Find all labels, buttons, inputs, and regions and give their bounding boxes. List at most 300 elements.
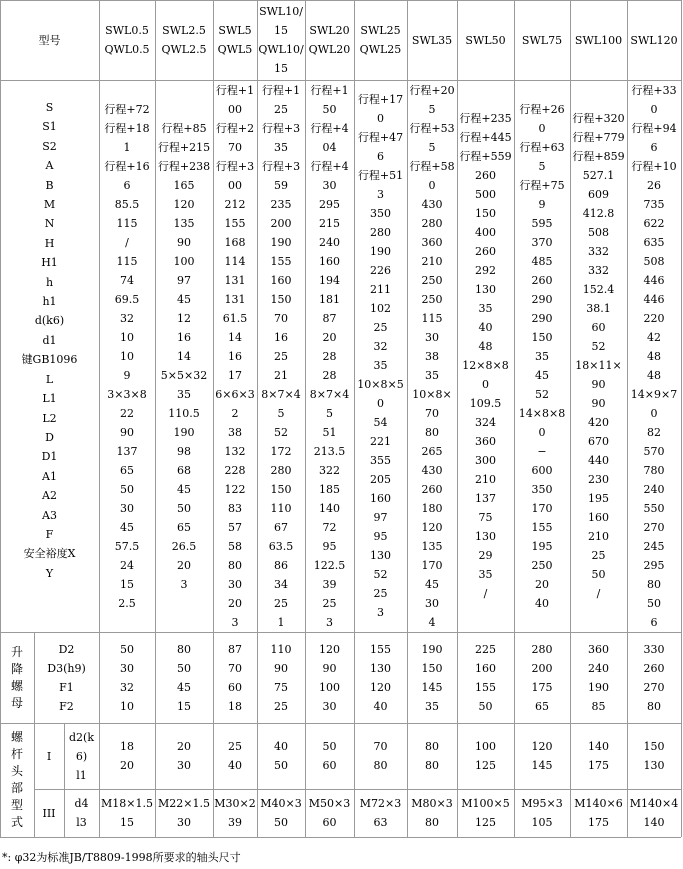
param-value: 324 <box>475 416 496 429</box>
param-value: 226 <box>370 264 391 277</box>
param-value: 63.5 <box>268 539 294 553</box>
param-value: 115 <box>116 216 138 230</box>
nut-value: 225 <box>475 642 496 656</box>
param-value: 250 <box>421 292 443 306</box>
head-value: 50 <box>274 759 288 772</box>
param-value: 35 <box>478 302 493 315</box>
param-value: 200 <box>270 216 292 230</box>
head-type-label: III <box>42 806 56 820</box>
param-value: 72 <box>322 520 337 534</box>
nut-value: 10 <box>120 699 134 713</box>
nut-column <box>514 632 570 723</box>
param-value: 280 <box>370 226 391 239</box>
param-value: 131 <box>224 292 246 306</box>
model-header <box>627 0 681 80</box>
model-name: SWL5 <box>218 24 252 37</box>
nut-value: 280 <box>531 642 553 656</box>
param-value: 39 <box>322 577 337 591</box>
nut-value: 32 <box>120 680 134 694</box>
nut-column <box>257 632 305 723</box>
param-value: 152.4 <box>582 283 615 296</box>
head-type1-column <box>305 723 354 789</box>
param-value: 行程+215 <box>157 140 211 154</box>
param-label: H <box>44 236 55 250</box>
param-value: 45 <box>177 482 191 496</box>
param-label: M <box>43 198 56 212</box>
param-value: 160 <box>270 273 292 287</box>
nut-group-label <box>0 632 34 723</box>
param-label: h1 <box>42 295 57 309</box>
param-value: 86 <box>274 558 288 572</box>
param-value: 322 <box>319 463 340 477</box>
param-value: 600 <box>531 463 553 477</box>
param-value: / <box>125 235 129 249</box>
param-value: 行程+513 <box>357 169 404 201</box>
param-label: 键GB1096 <box>21 353 78 367</box>
param-value: 190 <box>370 245 391 258</box>
param-value: 290 <box>531 292 553 306</box>
head-value: M50×3 <box>308 797 351 810</box>
nut-value: 155 <box>370 642 391 656</box>
param-value: 28 <box>322 368 337 382</box>
param-label: d(k6) <box>34 314 65 328</box>
param-value: 50 <box>177 501 191 515</box>
param-value: 195 <box>531 539 553 553</box>
param-value: 21 <box>274 368 288 382</box>
head-value: 175 <box>588 759 609 772</box>
param-value: 440 <box>588 454 609 467</box>
param-value: 行程+235 <box>459 112 512 125</box>
param-value: 446 <box>643 292 665 306</box>
head-type3-column <box>257 789 305 837</box>
head-value: 105 <box>531 816 553 829</box>
nut-group-char: 母 <box>10 695 23 710</box>
model-name: QWL10/15 <box>258 43 304 75</box>
param-value: 行程+72 <box>104 102 150 116</box>
param-value: 行程+635 <box>519 140 565 173</box>
head-value: 15 <box>120 816 134 829</box>
param-value: 25 <box>274 596 288 610</box>
nut-value: 60 <box>228 680 242 694</box>
param-value: 102 <box>370 302 391 315</box>
param-value: 行程+335 <box>261 121 301 154</box>
param-value: 260 <box>531 273 553 287</box>
head-value: 30 <box>177 759 191 772</box>
param-value: 527.1 <box>582 169 615 182</box>
head-type1-labels <box>64 723 99 789</box>
model-name: SWL75 <box>521 33 563 47</box>
param-value: 670 <box>588 435 609 448</box>
param-value: 160 <box>319 254 340 268</box>
param-value: 181 <box>319 292 340 306</box>
param-value: 30 <box>120 501 134 515</box>
param-value: 220 <box>643 311 665 325</box>
head-type1-column <box>407 723 457 789</box>
head-value: 60 <box>322 759 337 772</box>
nut-value: 175 <box>531 680 553 694</box>
param-value: 52 <box>535 387 549 401</box>
param-value: 42 <box>647 330 661 344</box>
head-type3-column <box>305 789 354 837</box>
param-value: 70 <box>274 311 288 325</box>
param-value: 40 <box>535 596 549 610</box>
param-value: 120 <box>421 520 443 534</box>
param-value: 150 <box>475 207 496 220</box>
model-name: SWL10/15 <box>259 5 303 37</box>
model-label-text: 型号 <box>38 33 61 47</box>
param-value: 4 <box>428 615 436 629</box>
param-value: 45 <box>535 368 549 382</box>
param-value: 165 <box>173 178 195 192</box>
head-value: 39 <box>228 816 242 829</box>
param-value: 20 <box>228 596 242 610</box>
param-value: / <box>483 587 488 600</box>
param-value: 52 <box>591 340 606 353</box>
param-value: 155 <box>224 216 246 230</box>
head-value: 80 <box>425 759 439 772</box>
model-header <box>155 0 213 80</box>
head-value: 150 <box>643 740 665 753</box>
model-header <box>305 0 354 80</box>
param-value: 行程+300 <box>215 159 255 192</box>
param-value: 168 <box>224 235 246 249</box>
param-value: 135 <box>421 539 443 553</box>
param-value: 38 <box>425 349 439 363</box>
param-label: Y <box>45 566 54 580</box>
head-group-char: 式 <box>10 815 23 829</box>
param-value: 行程+100 <box>215 83 255 116</box>
param-value: 61.5 <box>222 311 248 325</box>
nut-column <box>407 632 457 723</box>
param-value: 14 <box>228 330 242 344</box>
nut-value: 360 <box>588 642 609 656</box>
param-value: 350 <box>531 482 553 496</box>
model-header <box>354 0 407 80</box>
param-value: 98 <box>177 444 191 458</box>
param-value: 行程+238 <box>157 159 211 173</box>
param-value: 250 <box>421 273 443 287</box>
head-value: M30×2 <box>214 797 256 810</box>
head-type3-column <box>213 789 257 837</box>
param-value: 51 <box>322 425 337 439</box>
head-value: 80 <box>425 740 439 753</box>
param-value: 508 <box>643 254 665 268</box>
head-value: 50 <box>322 740 337 753</box>
param-value: 212 <box>224 197 246 211</box>
param-value: 行程+559 <box>459 150 512 163</box>
param-value: 295 <box>643 558 665 572</box>
param-value: 38 <box>228 425 242 439</box>
param-value: 137 <box>116 444 138 458</box>
param-value: 12 <box>177 311 191 325</box>
param-column <box>516 82 568 630</box>
head-value: 50 <box>274 816 288 829</box>
param-value: 45 <box>425 577 439 591</box>
head-value: M140×4 <box>629 797 679 810</box>
nut-group-char: 降 <box>10 661 23 676</box>
param-value: 609 <box>588 188 609 201</box>
head-type3-column <box>354 789 407 837</box>
param-value: 行程+759 <box>519 178 565 211</box>
param-value: 52 <box>274 425 288 439</box>
nut-value: 40 <box>373 699 388 713</box>
param-value: 12×8×80 <box>462 359 509 391</box>
param-value: 290 <box>531 311 553 325</box>
nut-value: 120 <box>370 680 391 694</box>
param-value: 131 <box>224 273 246 287</box>
param-value: 3×3×8 <box>107 387 147 401</box>
param-value: 155 <box>270 254 292 268</box>
nut-value: 80 <box>647 699 661 713</box>
head-value: M140×6 <box>574 797 623 810</box>
param-value: 170 <box>531 501 553 515</box>
nut-value: 70 <box>228 661 242 675</box>
param-value: 16 <box>177 330 191 344</box>
param-value: 行程+476 <box>357 131 404 163</box>
head-type1-column <box>354 723 407 789</box>
param-value: 3 <box>180 577 188 591</box>
param-value: 400 <box>475 226 496 239</box>
param-value: 32 <box>120 311 134 325</box>
param-label: D <box>45 430 54 444</box>
param-value: 265 <box>421 444 443 458</box>
head-type3-column <box>99 789 155 837</box>
param-value: 83 <box>228 501 242 515</box>
model-label <box>0 0 99 80</box>
param-value: 行程+320 <box>572 112 625 125</box>
param-value: 3 <box>377 606 384 619</box>
param-value: 10×8×70 <box>412 387 452 420</box>
param-value: 行程+260 <box>519 102 565 135</box>
head-type1-column <box>213 723 257 789</box>
head-group-char: 杆 <box>10 747 23 761</box>
model-name: QWL25 <box>359 43 402 56</box>
param-value: 332 <box>588 245 609 258</box>
param-value: 180 <box>421 501 443 515</box>
param-value: 100 <box>173 254 195 268</box>
param-value: 210 <box>475 473 496 486</box>
nut-value: 35 <box>425 699 439 713</box>
param-value: 80 <box>647 577 661 591</box>
param-value: 172 <box>270 444 292 458</box>
head-value: M72×3 <box>359 797 402 810</box>
param-label: d1 <box>42 333 57 347</box>
param-value: 35 <box>478 568 493 581</box>
nut-value: 90 <box>322 661 337 675</box>
param-value: 420 <box>588 416 609 429</box>
head-param-label: l3 <box>76 816 87 829</box>
param-value: 26.5 <box>171 539 197 553</box>
param-value: 行程+404 <box>310 121 349 154</box>
param-value: 412.8 <box>582 207 615 220</box>
nut-value: 130 <box>370 661 391 675</box>
nut-value: 15 <box>177 699 191 713</box>
param-value: 行程+166 <box>104 159 150 192</box>
nut-value: 65 <box>535 699 549 713</box>
nut-column <box>570 632 627 723</box>
param-value: 595 <box>531 216 553 230</box>
param-value: / <box>596 587 601 600</box>
param-value: 50 <box>591 568 606 581</box>
param-value: 260 <box>475 169 496 182</box>
param-value: 行程+580 <box>409 159 455 192</box>
head-type1-column <box>155 723 213 789</box>
param-value: 735 <box>643 197 665 211</box>
param-value: 25 <box>373 321 388 334</box>
nut-labels <box>34 632 99 723</box>
grid-line-horizontal <box>0 80 681 81</box>
param-value: 160 <box>588 511 609 524</box>
param-value: 75 <box>478 511 493 524</box>
param-value: 60 <box>591 321 606 334</box>
head-value: 25 <box>228 740 242 753</box>
param-value: 14 <box>177 349 191 363</box>
nut-value: 85 <box>591 699 606 713</box>
param-value: 260 <box>421 482 443 496</box>
param-value: 115 <box>421 311 443 325</box>
param-value: 80 <box>228 558 242 572</box>
param-value: 85.5 <box>114 197 140 211</box>
head-param-label: d2(k6) <box>69 730 94 763</box>
param-value: 95 <box>322 539 337 553</box>
param-value: 14×9×70 <box>630 387 678 420</box>
param-value: 32 <box>373 340 388 353</box>
head-value: 140 <box>643 816 665 829</box>
param-value: 50 <box>647 596 661 610</box>
param-value: 57 <box>228 520 242 534</box>
nut-value: 260 <box>643 661 665 675</box>
model-header <box>570 0 627 80</box>
head-value: M40×3 <box>260 797 302 810</box>
param-value: 213.5 <box>313 444 346 458</box>
param-column <box>572 82 625 630</box>
param-column <box>307 82 352 630</box>
param-value: 行程+535 <box>409 121 455 154</box>
param-value: 350 <box>370 207 391 220</box>
param-value: 20 <box>177 558 191 572</box>
param-value: 430 <box>421 197 443 211</box>
head-value: 60 <box>322 816 337 829</box>
param-value: 行程+330 <box>631 83 677 116</box>
head-value: 175 <box>588 816 609 829</box>
nut-value: 30 <box>120 661 134 675</box>
param-column <box>259 82 303 630</box>
model-header <box>514 0 570 80</box>
nut-column <box>627 632 681 723</box>
param-value: 90 <box>591 397 606 410</box>
model-name: SWL20 <box>309 24 350 37</box>
param-label: A <box>45 159 54 173</box>
head-value: 30 <box>177 816 191 829</box>
nut-value: 90 <box>274 661 288 675</box>
param-column <box>629 82 679 630</box>
head-value: M80×3 <box>411 797 453 810</box>
param-value: 622 <box>643 216 665 230</box>
param-value: 500 <box>475 188 496 201</box>
param-column <box>215 82 255 630</box>
model-header <box>257 0 305 80</box>
head-value: 140 <box>588 740 609 753</box>
param-value: 67 <box>274 520 288 534</box>
head-param-label: l1 <box>76 768 87 782</box>
param-value: 97 <box>373 511 388 524</box>
head-type1-column <box>514 723 570 789</box>
model-name: SWL120 <box>630 33 678 47</box>
param-value: 行程+1026 <box>631 159 677 192</box>
nut-column <box>155 632 213 723</box>
param-value: 65 <box>177 520 191 534</box>
model-name: QWL20 <box>308 43 351 56</box>
param-value: 195 <box>588 492 609 505</box>
param-value: 114 <box>224 254 246 268</box>
nut-value: 145 <box>421 680 443 694</box>
param-value: 5×5×32 <box>160 368 208 382</box>
param-value: 48 <box>647 368 661 382</box>
head-type1-column <box>99 723 155 789</box>
param-value: 205 <box>370 473 391 486</box>
param-value: 17 <box>228 368 242 382</box>
param-value: 40 <box>478 321 493 334</box>
param-value: 210 <box>421 254 443 268</box>
param-value: 240 <box>643 482 665 496</box>
param-value: 行程+205 <box>409 83 455 116</box>
nut-value: 25 <box>274 699 288 713</box>
param-label: F <box>45 527 54 541</box>
param-label: S1 <box>42 120 57 134</box>
param-column <box>409 82 455 630</box>
model-name: SWL35 <box>411 33 453 47</box>
param-value: 30 <box>228 577 242 591</box>
model-header <box>99 0 155 80</box>
head-type-label: I <box>46 749 52 763</box>
param-label: S2 <box>42 139 57 153</box>
param-value: 35 <box>425 368 439 382</box>
param-value: 48 <box>478 340 493 353</box>
param-value: 行程+125 <box>261 83 301 116</box>
param-value: 58 <box>228 539 242 553</box>
param-value: 25 <box>322 596 337 610</box>
head-value: M100×5 <box>461 797 510 810</box>
param-value: 6×6×32 <box>215 387 255 420</box>
param-value: 行程+430 <box>310 159 349 192</box>
param-value: 137 <box>475 492 496 505</box>
head-value: 100 <box>475 740 496 753</box>
param-value: 22 <box>120 406 134 420</box>
grid-line-horizontal <box>0 837 681 838</box>
param-value: 150 <box>270 292 292 306</box>
param-value: 2.5 <box>118 596 136 610</box>
param-value: 160 <box>370 492 391 505</box>
param-value: 221 <box>370 435 391 448</box>
nut-value: 240 <box>588 661 609 675</box>
head-value: 63 <box>373 816 388 829</box>
param-value: 29 <box>478 549 493 562</box>
param-label: 安全裕度X <box>23 547 76 561</box>
param-value: 115 <box>116 254 138 268</box>
param-value: 52 <box>373 568 388 581</box>
param-value: 355 <box>370 454 391 467</box>
param-value: 280 <box>270 463 292 477</box>
head-type3-column <box>155 789 213 837</box>
param-value: 68 <box>177 463 191 477</box>
param-value: 15 <box>120 577 134 591</box>
param-value: 30 <box>425 596 439 610</box>
nut-value: 50 <box>120 642 134 656</box>
head-value: 18 <box>120 740 134 753</box>
param-value: 485 <box>531 254 553 268</box>
param-label: A2 <box>42 489 57 503</box>
param-value: 10×8×50 <box>357 378 404 410</box>
